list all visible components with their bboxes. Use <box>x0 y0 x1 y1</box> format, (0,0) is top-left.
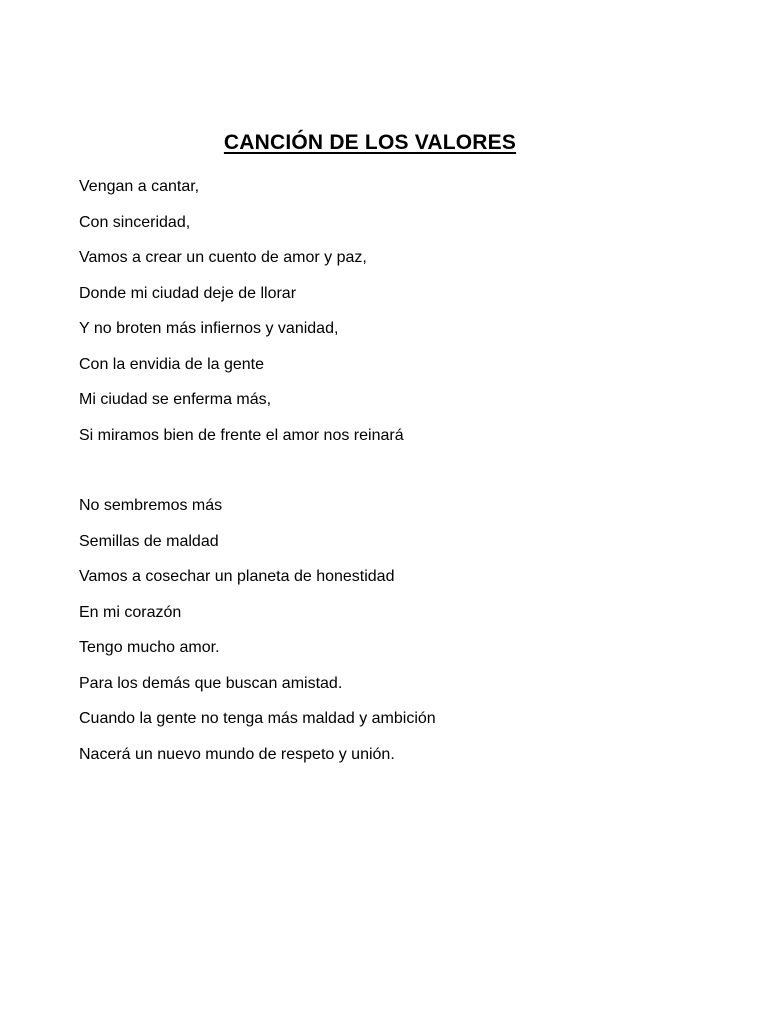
verse-line: Con la envidia de la gente <box>79 355 265 373</box>
verse-line: Mi ciudad se enferma más, <box>79 391 272 408</box>
page-title: CANCIÓN DE LOS VALORES <box>223 131 517 154</box>
verse-line: Semillas de maldad <box>79 532 219 550</box>
stanza-1 <box>79 177 404 461</box>
verse-line: No sembremos más <box>79 497 223 514</box>
verse-line: Vamos a cosechar un planeta de honestidad <box>79 568 395 585</box>
verse-line: Tengo mucho amor. <box>79 639 220 656</box>
verse-line: Nacerá un nuevo mundo de respeto y unión. <box>79 745 395 763</box>
verse-line: En mi corazón <box>79 603 182 621</box>
verse-line: Cuando la gente no tenga más maldad y ambición <box>79 710 436 727</box>
verse-line: Vengan a cantar, <box>79 178 200 195</box>
verse-line: Para los demás que buscan amistad. <box>79 674 343 692</box>
verse-line: Y no broten más infiernos y vanidad, <box>79 320 339 337</box>
stanza-2 <box>79 496 436 780</box>
verse-line: Con sinceridad, <box>79 213 191 231</box>
verse-line: Vamos a crear un cuento de amor y paz, <box>79 249 367 266</box>
verse-line: Donde mi ciudad deje de llorar <box>79 284 297 302</box>
verse-line: Si miramos bien de frente el amor nos reinará <box>79 426 404 444</box>
